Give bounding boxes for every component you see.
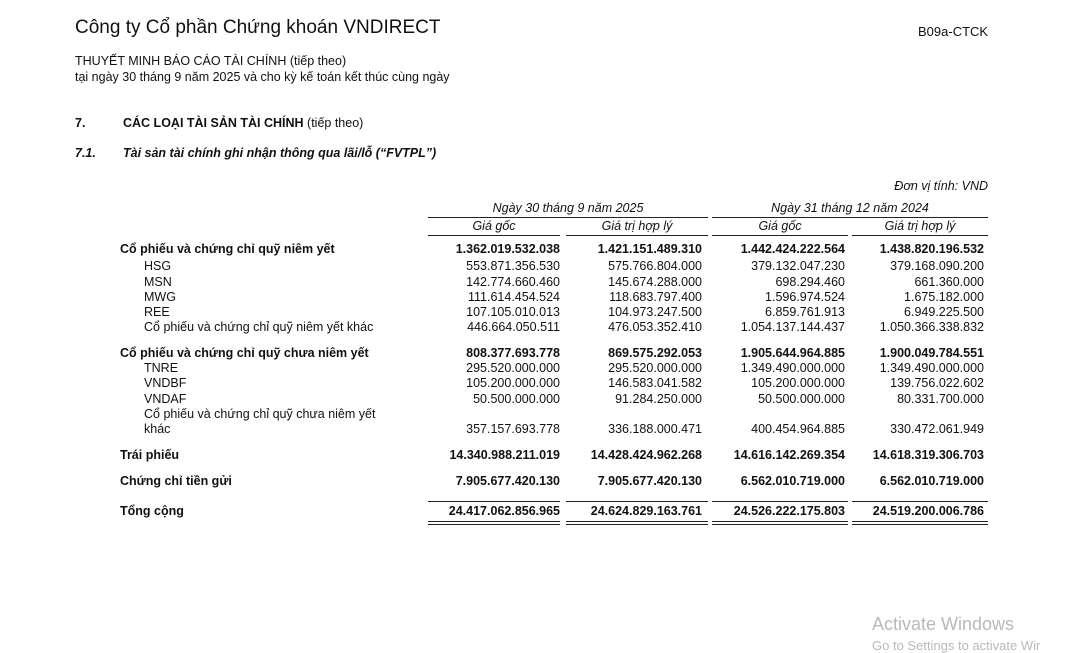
cell-value: 14.618.319.306.703 <box>872 448 984 462</box>
row-label: Cổ phiếu và chứng chỉ quỹ niêm yết <box>120 242 335 256</box>
row-label: TNRE <box>144 361 179 375</box>
col-header-cost-2025: Giá gốc <box>472 219 516 233</box>
col-header-cost-2024: Giá gốc <box>758 219 802 233</box>
row-label: MWG <box>144 290 176 304</box>
cell-value: 146.583.041.582 <box>608 376 702 390</box>
cell-value: 330.472.061.949 <box>890 422 984 436</box>
total-double-line-3a <box>712 521 848 522</box>
total-double-line-3b <box>712 524 848 525</box>
cell-value: 1.349.490.000.000 <box>740 361 845 375</box>
period-underline-2025 <box>428 217 708 218</box>
report-title: THUYẾT MINH BÁO CÁO TÀI CHÍNH (tiếp theo) <box>75 54 347 68</box>
cell-value: 24.624.829.163.761 <box>590 504 702 518</box>
row-label: VNDBF <box>144 376 187 390</box>
col-underline-4 <box>852 235 988 236</box>
cell-value: 145.674.288.000 <box>608 275 702 289</box>
total-double-line-4b <box>852 524 988 525</box>
period-underline-2024 <box>712 217 988 218</box>
cell-value: 1.438.820.196.532 <box>879 242 984 256</box>
subsection-number: 7.1. <box>75 146 96 160</box>
cell-value: 379.132.047.230 <box>751 259 845 273</box>
cell-value: 14.616.142.269.354 <box>733 448 845 462</box>
cell-value: 379.168.090.200 <box>890 259 984 273</box>
row-label: Cổ phiếu và chứng chỉ quỹ chưa niêm yết <box>120 346 369 360</box>
activate-windows-title: Activate Windows <box>872 614 1015 634</box>
cell-value: 142.774.660.460 <box>466 275 560 289</box>
cell-value: 553.871.356.530 <box>466 259 560 273</box>
cell-value: 1.421.151.489.310 <box>597 242 702 256</box>
cell-value: 295.520.000.000 <box>608 361 702 375</box>
total-double-line-4a <box>852 521 988 522</box>
cell-value: 446.664.050.511 <box>467 320 560 334</box>
cell-value: 91.284.250.000 <box>615 392 702 406</box>
cell-value: 6.859.761.913 <box>765 305 845 319</box>
cell-value: 7.905.677.420.130 <box>597 474 702 488</box>
cell-value: 14.428.424.962.268 <box>590 448 702 462</box>
cell-value: 295.520.000.000 <box>466 361 560 375</box>
cell-value: 1.900.049.784.551 <box>879 346 984 360</box>
section-number: 7. <box>75 116 86 130</box>
cell-value: 6.949.225.500 <box>904 305 984 319</box>
total-double-line-1b <box>428 524 560 525</box>
col-header-fair-2024: Giá trị hợp lý <box>884 219 956 233</box>
cell-value: 808.377.693.778 <box>466 346 560 360</box>
cell-value: 400.454.964.885 <box>751 422 845 436</box>
section-title <box>123 116 363 130</box>
cell-value: 869.575.292.053 <box>608 346 702 360</box>
total-top-line-1 <box>428 501 560 502</box>
cell-value: 1.349.490.000.000 <box>879 361 984 375</box>
cell-value: 7.905.677.420.130 <box>455 474 560 488</box>
cell-value: 1.905.644.964.885 <box>740 346 845 360</box>
cell-value: 1.050.366.338.832 <box>879 320 984 334</box>
cell-value: 104.973.247.500 <box>608 305 702 319</box>
unit-label: Đơn vị tính: VND <box>894 179 988 193</box>
row-label: Cổ phiếu và chứng chỉ quỹ chưa niêm yết <box>144 407 376 421</box>
col-underline-3 <box>712 235 848 236</box>
cell-value: 24.519.200.006.786 <box>872 504 984 518</box>
row-label: Trái phiếu <box>120 448 180 462</box>
total-top-line-3 <box>712 501 848 502</box>
cell-value: 24.417.062.856.965 <box>448 504 560 518</box>
company-name: Công ty Cổ phần Chứng khoán VNDIRECT <box>75 17 441 38</box>
cell-value: 1.362.019.532.038 <box>455 242 560 256</box>
total-double-line-1a <box>428 521 560 522</box>
cell-value: 139.756.022.602 <box>890 376 984 390</box>
total-top-line-4 <box>852 501 988 502</box>
row-label: HSG <box>144 259 172 273</box>
cell-value: 107.105.010.013 <box>466 305 560 319</box>
row-label: Cổ phiếu và chứng chỉ quỹ niêm yết khác <box>144 320 374 334</box>
cell-value: 50.500.000.000 <box>473 392 560 406</box>
cell-value: 24.526.222.175.803 <box>733 504 845 518</box>
cell-value: 111.614.454.524 <box>468 290 560 304</box>
section-title-suffix: (tiếp theo) <box>303 116 364 130</box>
cell-value: 1.596.974.524 <box>765 290 845 304</box>
cell-value: 575.766.804.000 <box>608 259 702 273</box>
cell-value: 357.157.693.778 <box>466 422 560 436</box>
subsection-title: Tài sản tài chính ghi nhận thông qua lãi/lỗ (“FVTPL”) <box>123 146 437 160</box>
row-label: MSN <box>144 275 172 289</box>
period-header-2025: Ngày 30 tháng 9 năm 2025 <box>492 201 644 215</box>
form-code: B09a-CTCK <box>918 24 989 39</box>
cell-value: 698.294.460 <box>775 275 845 289</box>
report-period: tại ngày 30 tháng 9 năm 2025 và cho kỳ kế toán kết thúc cùng ngày <box>75 70 450 84</box>
col-underline-2 <box>566 235 708 236</box>
row-label: VNDAF <box>144 392 187 406</box>
cell-value: 1.442.424.222.564 <box>740 242 845 256</box>
activate-windows-hint[interactable]: Go to Settings to activate Wir <box>872 638 1041 653</box>
cell-value: 336.188.000.471 <box>608 422 702 436</box>
cell-value: 6.562.010.719.000 <box>740 474 845 488</box>
row-label: Tổng cộng <box>120 504 184 518</box>
cell-value: 1.054.137.144.437 <box>740 320 845 334</box>
section-title-main: CÁC LOẠI TÀI SẢN TÀI CHÍNH <box>123 116 304 130</box>
cell-value: 476.053.352.410 <box>608 320 702 334</box>
row-label: REE <box>144 305 170 319</box>
total-double-line-2b <box>566 524 708 525</box>
cell-value: 105.200.000.000 <box>751 376 845 390</box>
col-underline-1 <box>428 235 560 236</box>
total-top-line-2 <box>566 501 708 502</box>
row-label: Chứng chỉ tiền gửi <box>120 474 232 488</box>
cell-value: 6.562.010.719.000 <box>879 474 984 488</box>
cell-value: 80.331.700.000 <box>897 392 984 406</box>
col-header-fair-2025: Giá trị hợp lý <box>601 219 673 233</box>
period-header-2024: Ngày 31 tháng 12 năm 2024 <box>771 201 929 215</box>
cell-value: 661.360.000 <box>914 275 984 289</box>
cell-value: 118.683.797.400 <box>609 290 702 304</box>
cell-value: 14.340.988.211.019 <box>449 448 560 462</box>
cell-value: 105.200.000.000 <box>466 376 560 390</box>
cell-value: 50.500.000.000 <box>758 392 845 406</box>
cell-value: 1.675.182.000 <box>904 290 984 304</box>
total-double-line-2a <box>566 521 708 522</box>
row-label-continuation: khác <box>144 422 171 436</box>
